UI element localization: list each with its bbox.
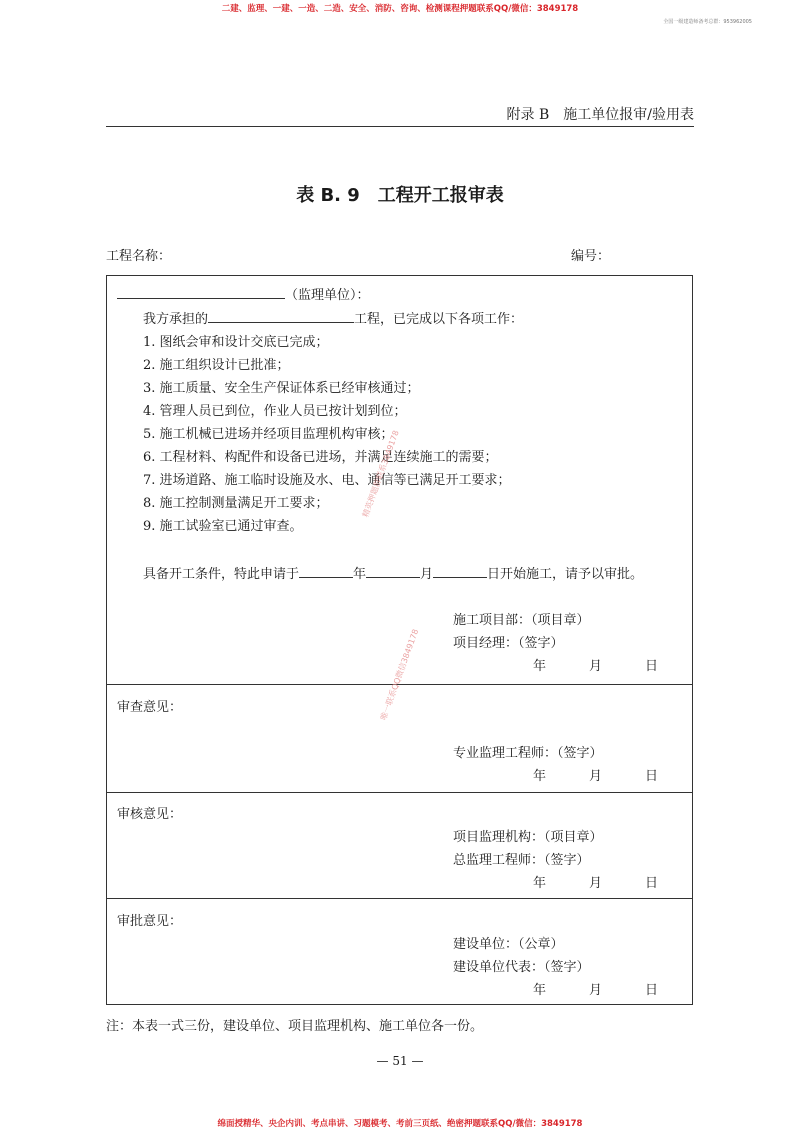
sign-supervision-org: 项目监理机构：（项目章）: [453, 830, 603, 845]
list-item: 9. 施工试验室已通过审查。: [143, 519, 303, 534]
request-prefix: 具备开工条件，特此申请于: [143, 567, 300, 582]
project-blank[interactable]: [208, 310, 354, 323]
date-year: 年: [533, 983, 547, 998]
header-rule: [106, 126, 694, 127]
watermark: 精英押题群联系3849178: [360, 429, 401, 519]
list-item: 7. 进场道路、施工临时设施及水、电、通信等已满足开工要求；: [143, 473, 511, 488]
intro-suffix: 工程，已完成以下各项工作：: [354, 312, 524, 327]
day-blank[interactable]: [433, 565, 487, 578]
row-divider: [107, 792, 692, 793]
form-table: [106, 275, 693, 1005]
month-blank[interactable]: [366, 565, 420, 578]
addressee-line: [117, 284, 370, 303]
request-month: 月: [420, 567, 434, 582]
date-year: 年: [533, 659, 547, 674]
request-line: [143, 563, 643, 582]
date-day: 日: [645, 769, 659, 784]
row-divider: [107, 898, 692, 899]
date-day: 日: [645, 659, 659, 674]
request-suffix: 日开始施工，请予以审批。: [487, 567, 644, 582]
bottom-banner: 绵面授精华、央企内训、考点串讲、习题模考、考前三页纸、绝密押题联系QQ/微信：3849178: [217, 1119, 583, 1129]
date-year: 年: [533, 769, 547, 784]
date-year: 年: [533, 876, 547, 891]
list-item: 5. 施工机械已进场并经项目监理机构审核；: [143, 427, 394, 442]
date-month: 月: [589, 983, 603, 998]
date-month: 月: [589, 769, 603, 784]
date-month: 月: [589, 659, 603, 674]
sign-project-manager: 项目经理：（签字）: [453, 636, 564, 651]
list-item: 2. 施工组织设计已批准；: [143, 358, 290, 373]
date-month: 月: [589, 876, 603, 891]
list-item: 3. 施工质量、安全生产保证体系已经审核通过；: [143, 381, 420, 396]
approval-opinion-label: 审批意见：: [117, 914, 183, 929]
sign-chief-engineer: 总监理工程师：（签字）: [453, 853, 590, 868]
number-label: 编号：: [571, 249, 611, 264]
list-item: 1. 图纸会审和设计交底已完成；: [143, 335, 329, 350]
footnote: 注：本表一式三份，建设单位、项目监理机构、施工单位各一份。: [106, 1019, 484, 1034]
list-item: 8. 施工控制测量满足开工要求；: [143, 496, 329, 511]
supervision-unit-blank[interactable]: [117, 286, 285, 299]
request-year: 年: [353, 567, 367, 582]
intro-prefix: 我方承担的: [143, 312, 209, 327]
project-name-label: 工程名称：: [106, 249, 172, 264]
page-number: — 51 —: [376, 1054, 424, 1068]
top-banner: 二建、监理、一建、一造、二造、安全、消防、咨询、检测课程押题联系QQ/微信：3849178: [221, 4, 579, 14]
date-day: 日: [645, 983, 659, 998]
review-opinion-label: 审查意见：: [117, 700, 183, 715]
sign-specialist-engineer: 专业监理工程师：（签字）: [453, 746, 603, 761]
audit-opinion-label: 审核意见：: [117, 807, 183, 822]
appendix-header: 附录 B 施工单位报审/验用表: [506, 107, 694, 123]
sign-owner-rep: 建设单位代表：（签字）: [453, 960, 590, 975]
list-item: 6. 工程材料、构配件和设备已进场，并满足连续施工的需要；: [143, 450, 498, 465]
watermark: 唯一联系QQ微信3849178: [378, 627, 421, 722]
sign-construction-dept: 施工项目部：（项目章）: [453, 613, 590, 628]
list-item: 4. 管理人员已到位，作业人员已按计划到位；: [143, 404, 407, 419]
year-blank[interactable]: [299, 565, 353, 578]
form-title: 表 B. 9 工程开工报审表: [296, 185, 504, 206]
top-right-note: 全国一级建造师备考总群：953962005: [663, 19, 752, 25]
sign-owner-unit: 建设单位：（公章）: [453, 937, 564, 952]
date-day: 日: [645, 876, 659, 891]
addressee-suffix: （监理单位）：: [285, 288, 370, 303]
intro-line: [143, 308, 523, 327]
